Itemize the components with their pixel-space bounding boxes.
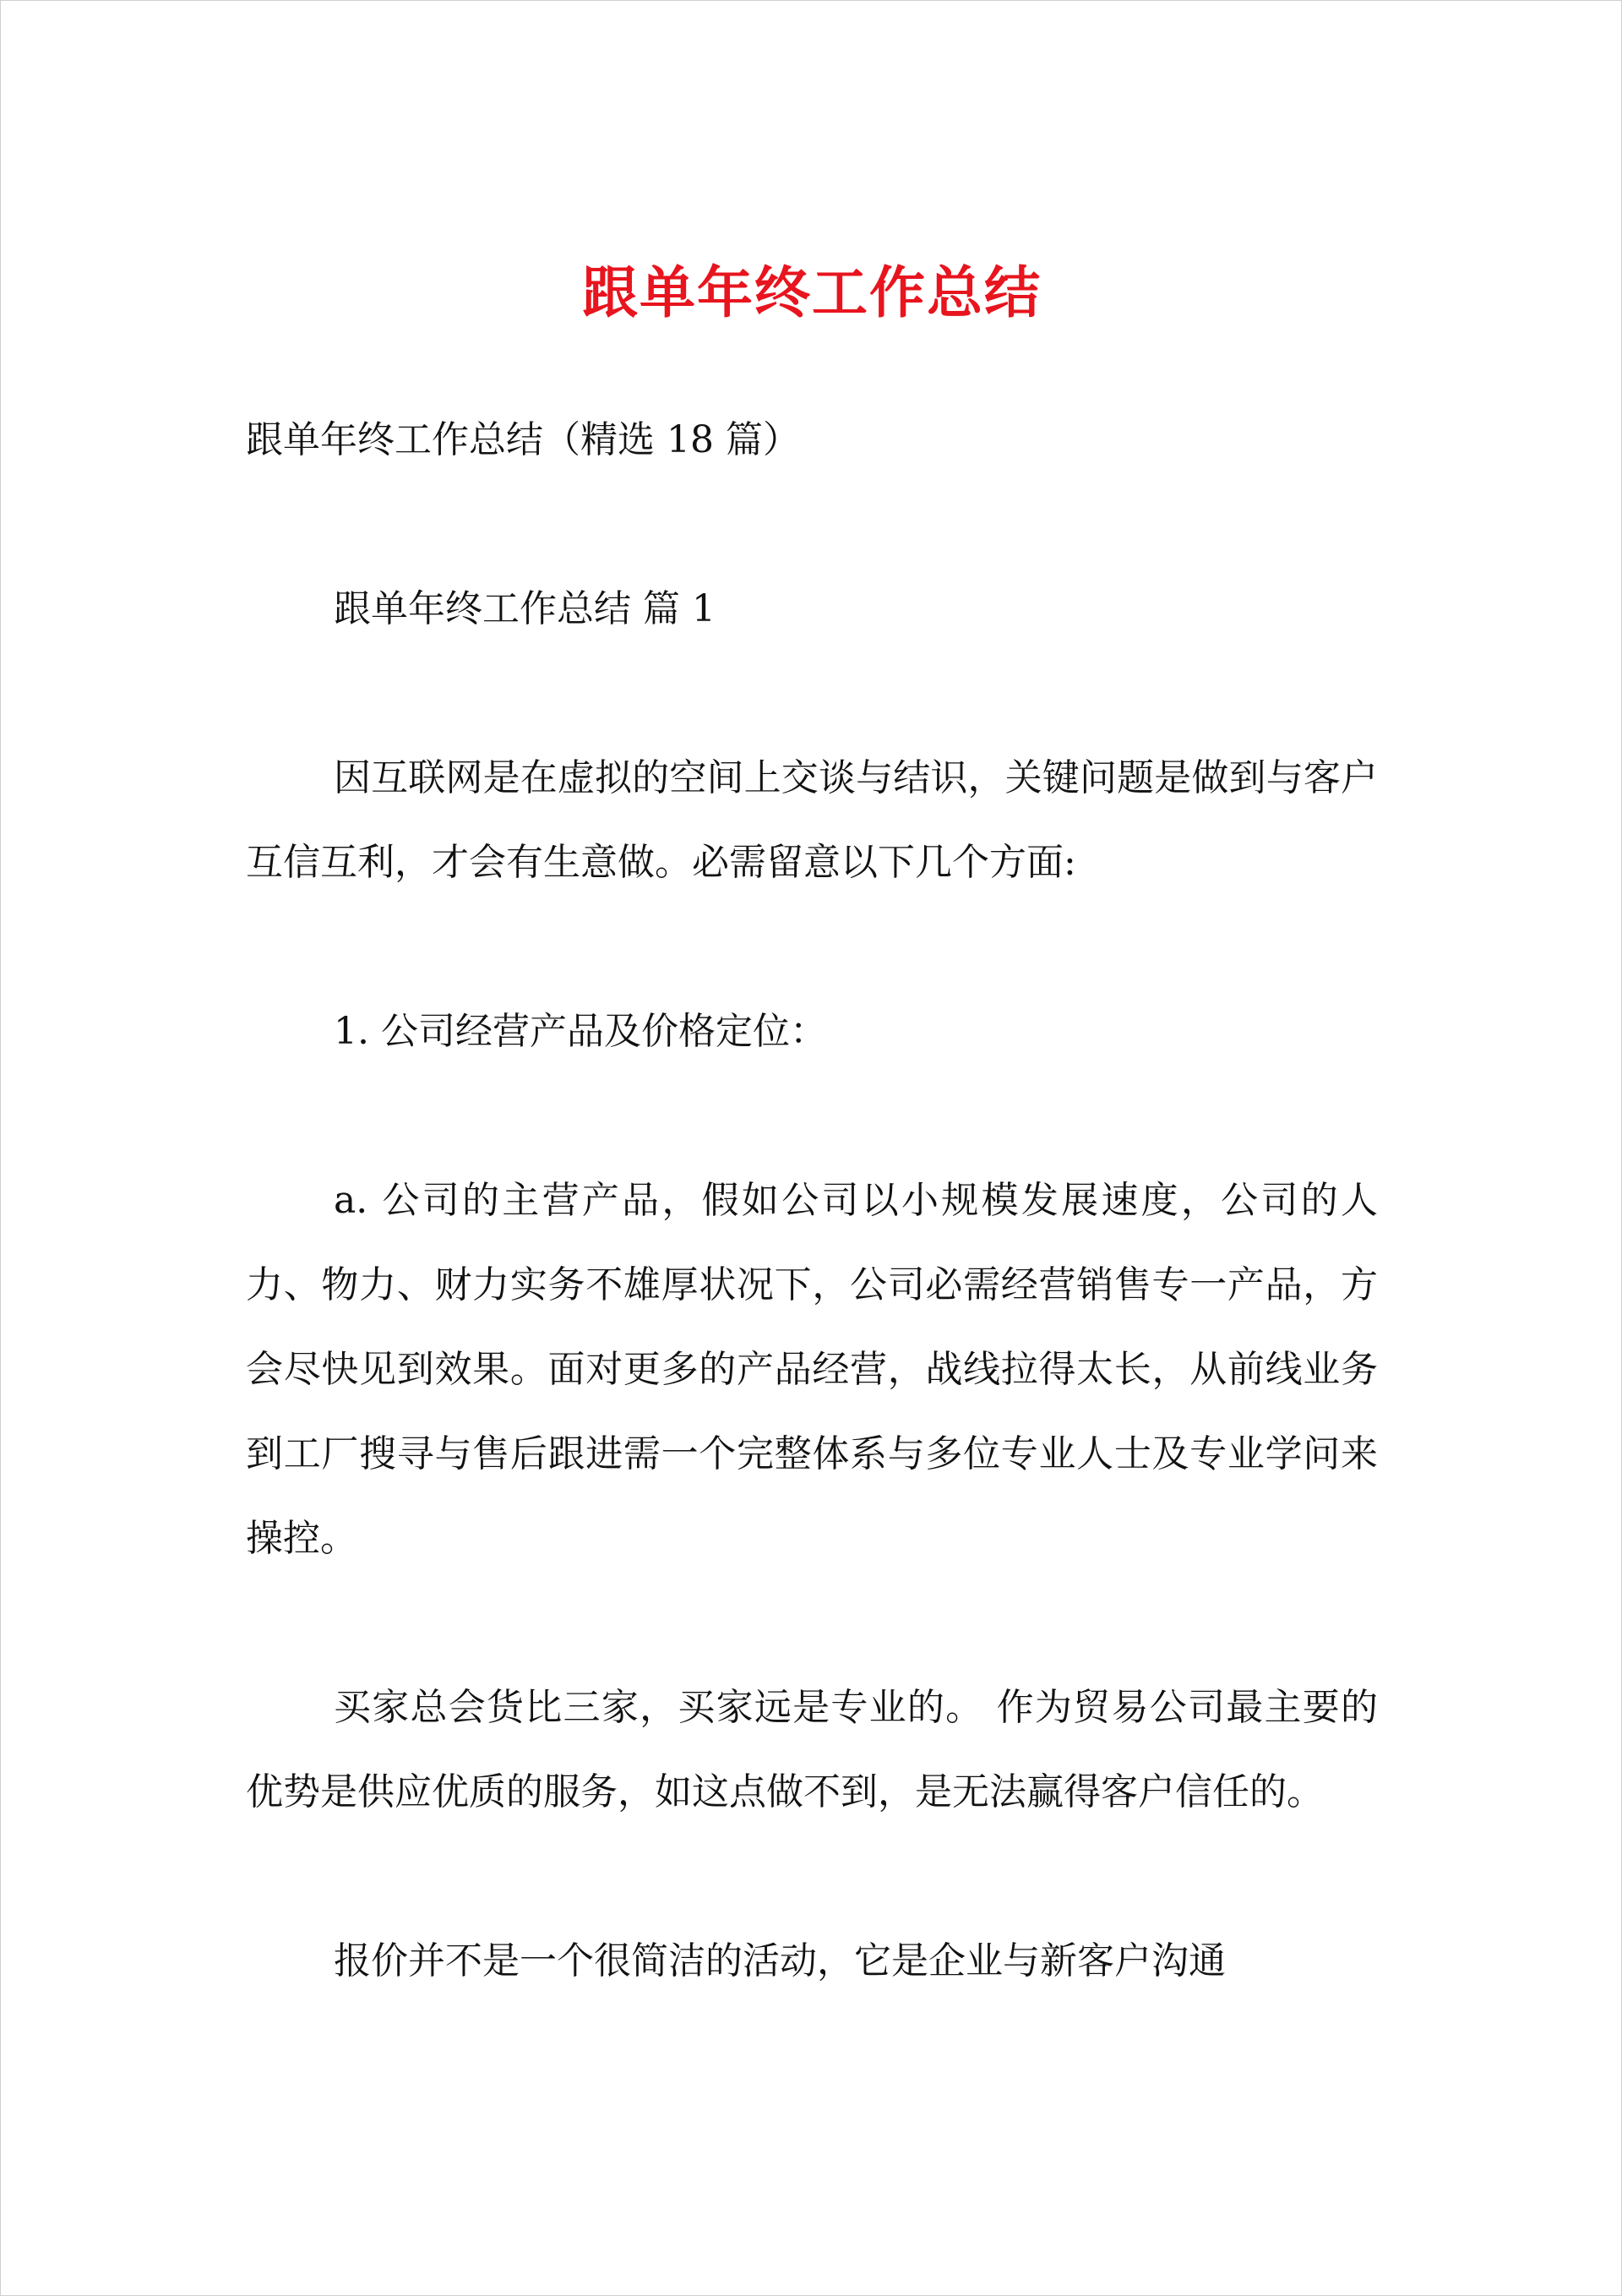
paragraph-spacer bbox=[246, 483, 1378, 567]
paragraph-spacer bbox=[246, 652, 1378, 736]
document-body bbox=[246, 398, 1378, 2004]
paragraph: a. 公司的主营产品，假如公司以小规模发展速度，公司的人力、物力、财力实务不雄厚状况下，公司必需经营销售专一产品，方会尽快见到效果。面对更多的产品经营，战线拉得太长，从前线业务到工厂搜寻与售后跟进需一个完整体系与多位专业人士及专业学问来操控。 bbox=[246, 1179, 1378, 1560]
paragraph: 报价并不是一个很简洁的活动，它是企业与新客户沟通 bbox=[334, 1939, 1226, 1982]
paragraph-spacer bbox=[246, 1835, 1378, 1919]
paragraph-spacer bbox=[246, 1581, 1378, 1666]
paragraph-spacer bbox=[246, 905, 1378, 990]
document-title: 跟单年终工作总结 bbox=[582, 259, 1042, 325]
paragraph-spacer bbox=[246, 1074, 1378, 1159]
document-subtitle: 跟单年终工作总结（精选 18 篇） bbox=[246, 418, 800, 461]
paragraph: 买家总会货比三家，买家远是专业的。 作为贸易公司最主要的优势是供应优质的服务，如这点做不到，是无法赢得客户信任的。 bbox=[246, 1686, 1378, 1813]
paragraph: 因互联网是在虚拟的空间上交谈与结识，关键问题是做到与客户互信互利，才会有生意做。必需留意以下几个方面: bbox=[246, 756, 1378, 884]
section-heading: 跟单年终工作总结 篇 1 bbox=[334, 587, 716, 630]
list-item-heading: 1. 公司经营产品及价格定位： bbox=[334, 1010, 827, 1053]
